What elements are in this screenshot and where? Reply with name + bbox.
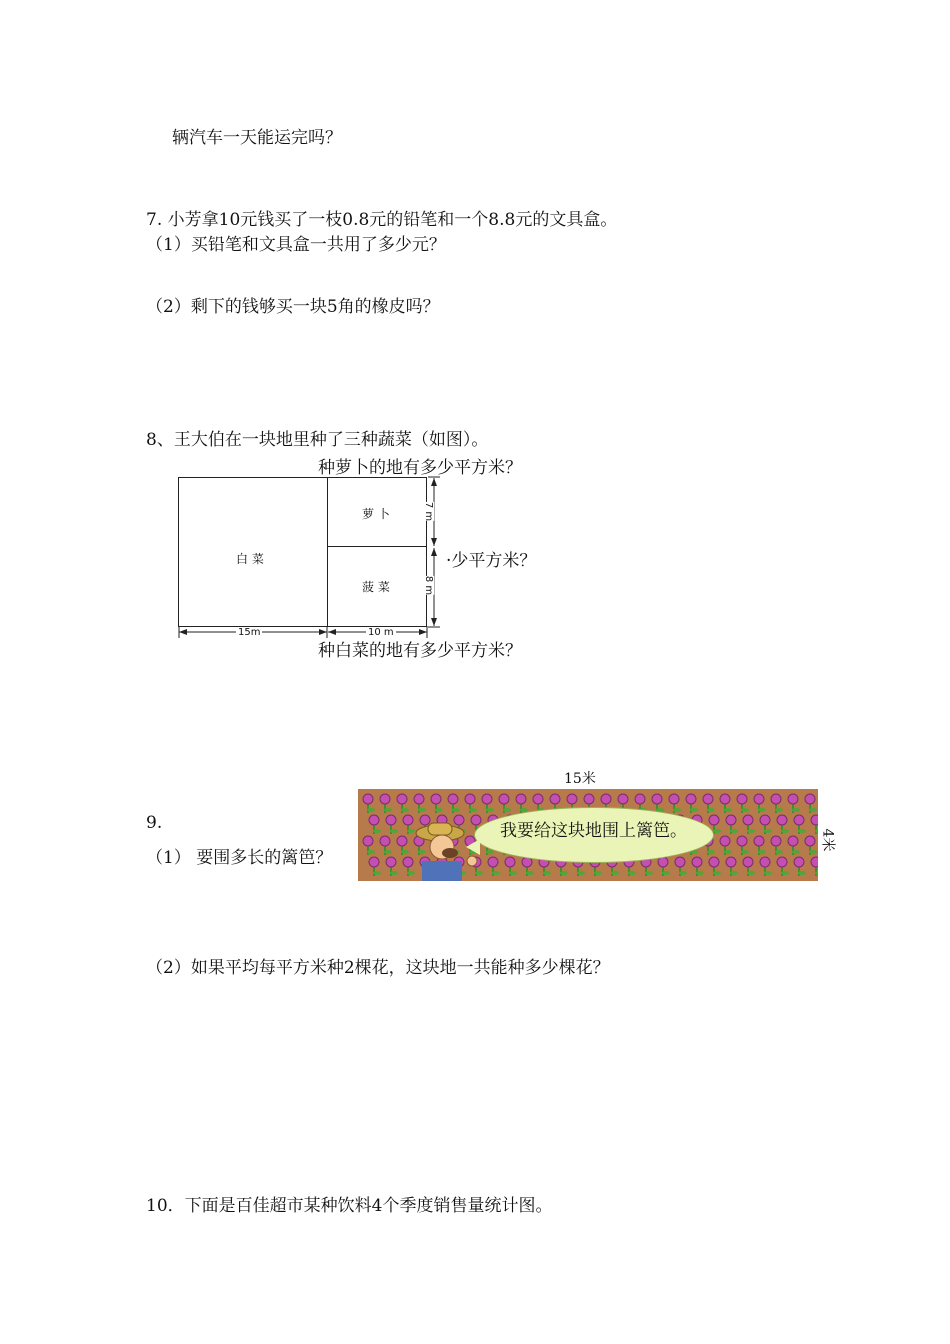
q8-ask-luobo: 种萝卜的地有多少平方米？	[318, 458, 522, 478]
flower-leaf	[775, 850, 783, 854]
flower-leaf	[741, 850, 749, 854]
flower-leaf	[560, 871, 568, 875]
dim-10m: 10 m	[368, 627, 394, 638]
flower-leaf	[747, 829, 755, 833]
q7-sub1: （1）买铅笔和文具盒一共用了多少元？	[146, 235, 446, 255]
q7-sub2: （2）剩下的钱够买一块5角的橡皮吗？	[146, 297, 440, 317]
q9-flower-garden-picture	[358, 789, 818, 881]
flower-bloom	[771, 836, 781, 846]
flower-bloom	[363, 836, 373, 846]
flower-bloom	[675, 857, 685, 867]
flower-leaf	[747, 871, 755, 875]
flower-leaf	[367, 808, 375, 812]
flower-leaf	[594, 871, 602, 875]
flower-bloom	[499, 794, 509, 804]
flower-bloom	[760, 815, 770, 825]
flower-bloom	[743, 815, 753, 825]
flower-bloom	[386, 815, 396, 825]
dim-7m: 7 m	[423, 501, 435, 522]
flower-leaf	[401, 808, 409, 812]
flower-leaf	[809, 850, 817, 854]
flower-leaf	[662, 871, 670, 875]
flower-bloom	[788, 794, 798, 804]
flower-leaf	[696, 871, 704, 875]
flower-leaf	[798, 871, 806, 875]
flower-leaf	[452, 808, 460, 812]
flower-bloom	[618, 794, 628, 804]
flower-bloom	[448, 794, 458, 804]
label-bocai: 菠 菜	[362, 580, 390, 594]
flower-bloom	[811, 815, 818, 825]
flower-leaf	[730, 871, 738, 875]
dim-15m: 15m	[238, 627, 261, 638]
flower-leaf	[741, 808, 749, 812]
flower-bloom	[403, 815, 413, 825]
flower-bloom	[397, 794, 407, 804]
farmer-icon	[414, 819, 484, 881]
q9-sub1: （1） 要围多长的篱笆？	[146, 848, 333, 868]
q9-top-dimension: 15米	[564, 771, 596, 787]
flower-bloom	[669, 794, 679, 804]
flower-leaf	[781, 871, 789, 875]
flower-leaf	[764, 871, 772, 875]
flower-leaf	[509, 871, 517, 875]
flower-bloom	[737, 794, 747, 804]
flower-bloom	[363, 794, 373, 804]
flower-bloom	[505, 857, 515, 867]
label-baicai: 白 菜	[236, 552, 264, 566]
flower-bloom	[488, 857, 498, 867]
flower-leaf	[707, 850, 715, 854]
flower-bloom	[720, 794, 730, 804]
flower-bloom	[692, 857, 702, 867]
flower-leaf	[577, 871, 585, 875]
q8-stem: 8、王大伯在一块地里种了三种蔬菜（如图）。	[146, 430, 489, 450]
flower-bloom	[805, 836, 815, 846]
flower-bloom	[397, 836, 407, 846]
flower-leaf	[435, 808, 443, 812]
flower-leaf	[401, 850, 409, 854]
flower-bloom	[652, 794, 662, 804]
flower-leaf	[707, 808, 715, 812]
flower-leaf	[798, 829, 806, 833]
flower-bloom	[743, 857, 753, 867]
flower-bloom	[386, 857, 396, 867]
flower-bloom	[533, 794, 543, 804]
flower-leaf	[486, 808, 494, 812]
flower-bloom	[771, 794, 781, 804]
flower-leaf	[503, 808, 511, 812]
flower-bloom	[794, 815, 804, 825]
flower-bloom	[709, 815, 719, 825]
flower-bloom	[516, 794, 526, 804]
flower-bloom	[465, 794, 475, 804]
flower-bloom	[777, 857, 787, 867]
flower-leaf	[390, 829, 398, 833]
flower-leaf	[724, 808, 732, 812]
flower-leaf	[690, 808, 698, 812]
flower-bloom	[777, 815, 787, 825]
flower-leaf	[645, 871, 653, 875]
flower-bloom	[737, 836, 747, 846]
flower-leaf	[713, 829, 721, 833]
flower-bloom	[550, 794, 560, 804]
flower-leaf	[730, 829, 738, 833]
flower-leaf	[526, 871, 534, 875]
flower-leaf	[492, 871, 500, 875]
flower-bloom	[431, 794, 441, 804]
q9-number: 9.	[146, 813, 163, 833]
flower-leaf	[486, 850, 494, 854]
flower-bloom	[369, 857, 379, 867]
flower-bloom	[403, 857, 413, 867]
dim-8m: 8 m	[423, 575, 435, 596]
flower-bloom	[754, 836, 764, 846]
flower-bloom	[414, 794, 424, 804]
flower-bloom	[380, 794, 390, 804]
flower-leaf	[373, 871, 381, 875]
flower-leaf	[679, 871, 687, 875]
flower-leaf	[611, 871, 619, 875]
flower-bloom	[709, 857, 719, 867]
flower-leaf	[792, 850, 800, 854]
flower-bloom	[760, 857, 770, 867]
flower-leaf	[384, 808, 392, 812]
flower-leaf	[628, 871, 636, 875]
flower-bloom	[811, 857, 818, 867]
speech-text: 我要给这块地围上篱笆。	[500, 821, 687, 841]
flower-bloom	[720, 836, 730, 846]
flower-bloom	[794, 857, 804, 867]
flower-leaf	[724, 850, 732, 854]
flower-bloom	[635, 794, 645, 804]
flower-leaf	[367, 850, 375, 854]
flower-leaf	[758, 808, 766, 812]
flower-bloom	[369, 815, 379, 825]
dimension-lines	[170, 470, 450, 645]
flower-leaf	[781, 829, 789, 833]
flower-bloom	[567, 794, 577, 804]
flower-bloom	[788, 836, 798, 846]
flower-bloom	[754, 794, 764, 804]
flower-leaf	[775, 808, 783, 812]
flower-bloom	[380, 836, 390, 846]
flower-bloom	[584, 794, 594, 804]
flower-leaf	[764, 829, 772, 833]
flower-leaf	[373, 829, 381, 833]
label-luobo: 萝 卜	[362, 507, 390, 521]
flower-bloom	[658, 857, 668, 867]
q9-sub2: （2）如果平均每平方米种2棵花，这块地一共能种多少棵花？	[146, 958, 610, 978]
flower-bloom	[482, 794, 492, 804]
q8-ask-baicai: 种白菜的地有多少平方米？	[318, 641, 522, 661]
flower-leaf	[758, 850, 766, 854]
flower-leaf	[469, 808, 477, 812]
flower-leaf	[713, 871, 721, 875]
flower-leaf	[418, 808, 426, 812]
q9-side-dimension: 4米	[819, 828, 836, 852]
flower-leaf	[543, 871, 551, 875]
flower-leaf	[384, 850, 392, 854]
flower-leaf	[673, 808, 681, 812]
q8-ask-bocai: ·少平方米？	[446, 551, 537, 571]
q10-stem: 10．下面是百佳超市某种饮料4个季度销售量统计图。	[146, 1196, 553, 1216]
q7-stem: 7. 小芳拿10元钱买了一枝0.8元的铅笔和一个8.8元的文具盒。	[146, 210, 618, 230]
flower-bloom	[726, 857, 736, 867]
flower-bloom	[726, 815, 736, 825]
flower-leaf	[390, 871, 398, 875]
flower-bloom	[703, 794, 713, 804]
flower-leaf	[809, 808, 817, 812]
flower-leaf	[792, 808, 800, 812]
flower-bloom	[805, 794, 815, 804]
flower-bloom	[601, 794, 611, 804]
flower-bloom	[686, 794, 696, 804]
q6-continuation: 辆汽车一天能运完吗？	[172, 128, 342, 148]
